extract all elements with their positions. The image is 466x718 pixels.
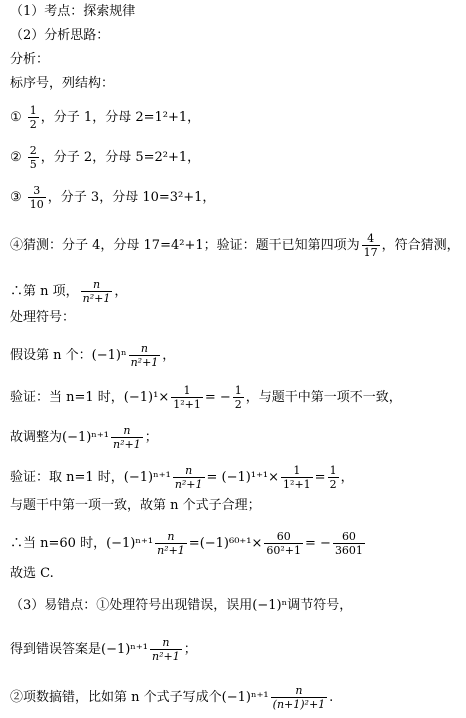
item-text: ，分子 1，分母 2=1²+1， xyxy=(40,110,201,125)
text: 得到错误答案是(−1)ⁿ⁺¹ xyxy=(10,642,149,657)
line-verify-1 xyxy=(10,384,402,411)
fraction: $\frac{n}{\text{n²+1}}$ xyxy=(130,342,159,369)
item-mark: ③ xyxy=(10,190,22,205)
item-mark: ② xyxy=(10,150,22,165)
line-error-1: （3）易错点：①处理符号出现错误，误用(−1)ⁿ调节符号， xyxy=(10,598,353,613)
fraction: $\frac{n}{\text{(n+1)²+1}}$ xyxy=(272,684,326,711)
text: 验证：当 n=1 时，(−1)¹× xyxy=(10,390,170,405)
fraction: $\frac{4}{17}$ xyxy=(363,232,378,259)
text: ， xyxy=(114,284,128,299)
line-nth-term xyxy=(10,278,127,305)
line-fenxi: 分析： xyxy=(10,52,50,67)
text: . xyxy=(329,690,334,705)
text: ∴当 n=60 时，(−1)ⁿ⁺¹ xyxy=(10,536,154,551)
line-error-2 xyxy=(10,684,333,711)
fraction: $\frac{n}{\text{n²+1}}$ xyxy=(157,530,185,557)
line-item-1 xyxy=(10,104,200,131)
fraction: $\frac{2}{5}$ xyxy=(29,144,37,171)
text: ②项数搞错，比如第 n 个式子写成个(−1)ⁿ⁺¹ xyxy=(10,690,269,705)
line-silu: （2）分析思路： xyxy=(10,28,110,43)
text: 故调整为(−1)ⁿ⁺¹ xyxy=(10,430,110,445)
fraction: $\frac{1}{\text{1²+1}}$ xyxy=(283,464,311,491)
line-wrong-answer xyxy=(10,636,197,663)
text: = xyxy=(314,470,326,485)
fraction: $\frac{60}{\text{60²+1}}$ xyxy=(266,530,302,557)
fraction: $\frac{1}{2}$ xyxy=(234,384,242,411)
fraction: $\frac{1}{\text{1²+1}}$ xyxy=(173,384,201,411)
line-item-4 xyxy=(10,232,460,259)
line-verify-2 xyxy=(10,464,354,491)
text: =(−1)⁶⁰⁺¹× xyxy=(188,536,263,551)
line-n60 xyxy=(10,530,367,557)
item-mark: ① xyxy=(10,110,22,125)
line-item-2 xyxy=(10,144,200,171)
fraction: $\frac{n}{\text{n²+1}}$ xyxy=(82,278,111,305)
line-answer: 故选 C. xyxy=(10,566,54,581)
text: ∴第 n 项， xyxy=(10,284,79,299)
item-tail: ，符合猜测， xyxy=(381,238,460,253)
text: ， xyxy=(162,348,176,363)
item-text: ④猜测：分子 4，分母 17=4²+1；验证：题干已知第四项为 xyxy=(10,238,360,253)
line-assume xyxy=(10,342,175,369)
line-biaoxuhao: 标序号，列结构： xyxy=(10,76,115,91)
fraction: $\frac{n}{\text{n²+1}}$ xyxy=(152,636,180,663)
text: ； xyxy=(183,642,197,657)
text: = − xyxy=(305,536,331,551)
text: 假设第 n 个：(−1)ⁿ xyxy=(10,348,127,363)
line-item-3 xyxy=(10,184,215,211)
line-sign: 处理符号： xyxy=(10,310,76,325)
line-adjust xyxy=(10,424,158,451)
fraction: $\frac{n}{\text{n²+1}}$ xyxy=(174,464,203,491)
fraction: $\frac{3}{10}$ xyxy=(29,184,44,211)
text: ，与题干中第一项不一致， xyxy=(245,390,402,405)
line-kaodian: （1）考点：探索规律 xyxy=(10,4,136,19)
text: 验证：取 n=1 时，(−1)ⁿ⁺¹ xyxy=(10,470,171,485)
text: ， xyxy=(340,470,354,485)
item-text: ，分子 3，分母 10=3²+1， xyxy=(47,190,216,205)
text: ； xyxy=(144,430,158,445)
fraction: $\frac{60}{3601}$ xyxy=(334,530,363,557)
item-text: ，分子 2，分母 5=2²+1， xyxy=(40,150,201,165)
line-consistent: 与题干中第一项一致，故第 n 个式子合理； xyxy=(10,498,261,513)
text: = − xyxy=(204,390,231,405)
text: = (−1)¹⁺¹× xyxy=(206,470,280,485)
fraction: $\frac{1}{2}$ xyxy=(329,464,337,491)
fraction: $\frac{1}{2}$ xyxy=(29,104,37,131)
fraction: $\frac{n}{\text{n²+1}}$ xyxy=(113,424,141,451)
